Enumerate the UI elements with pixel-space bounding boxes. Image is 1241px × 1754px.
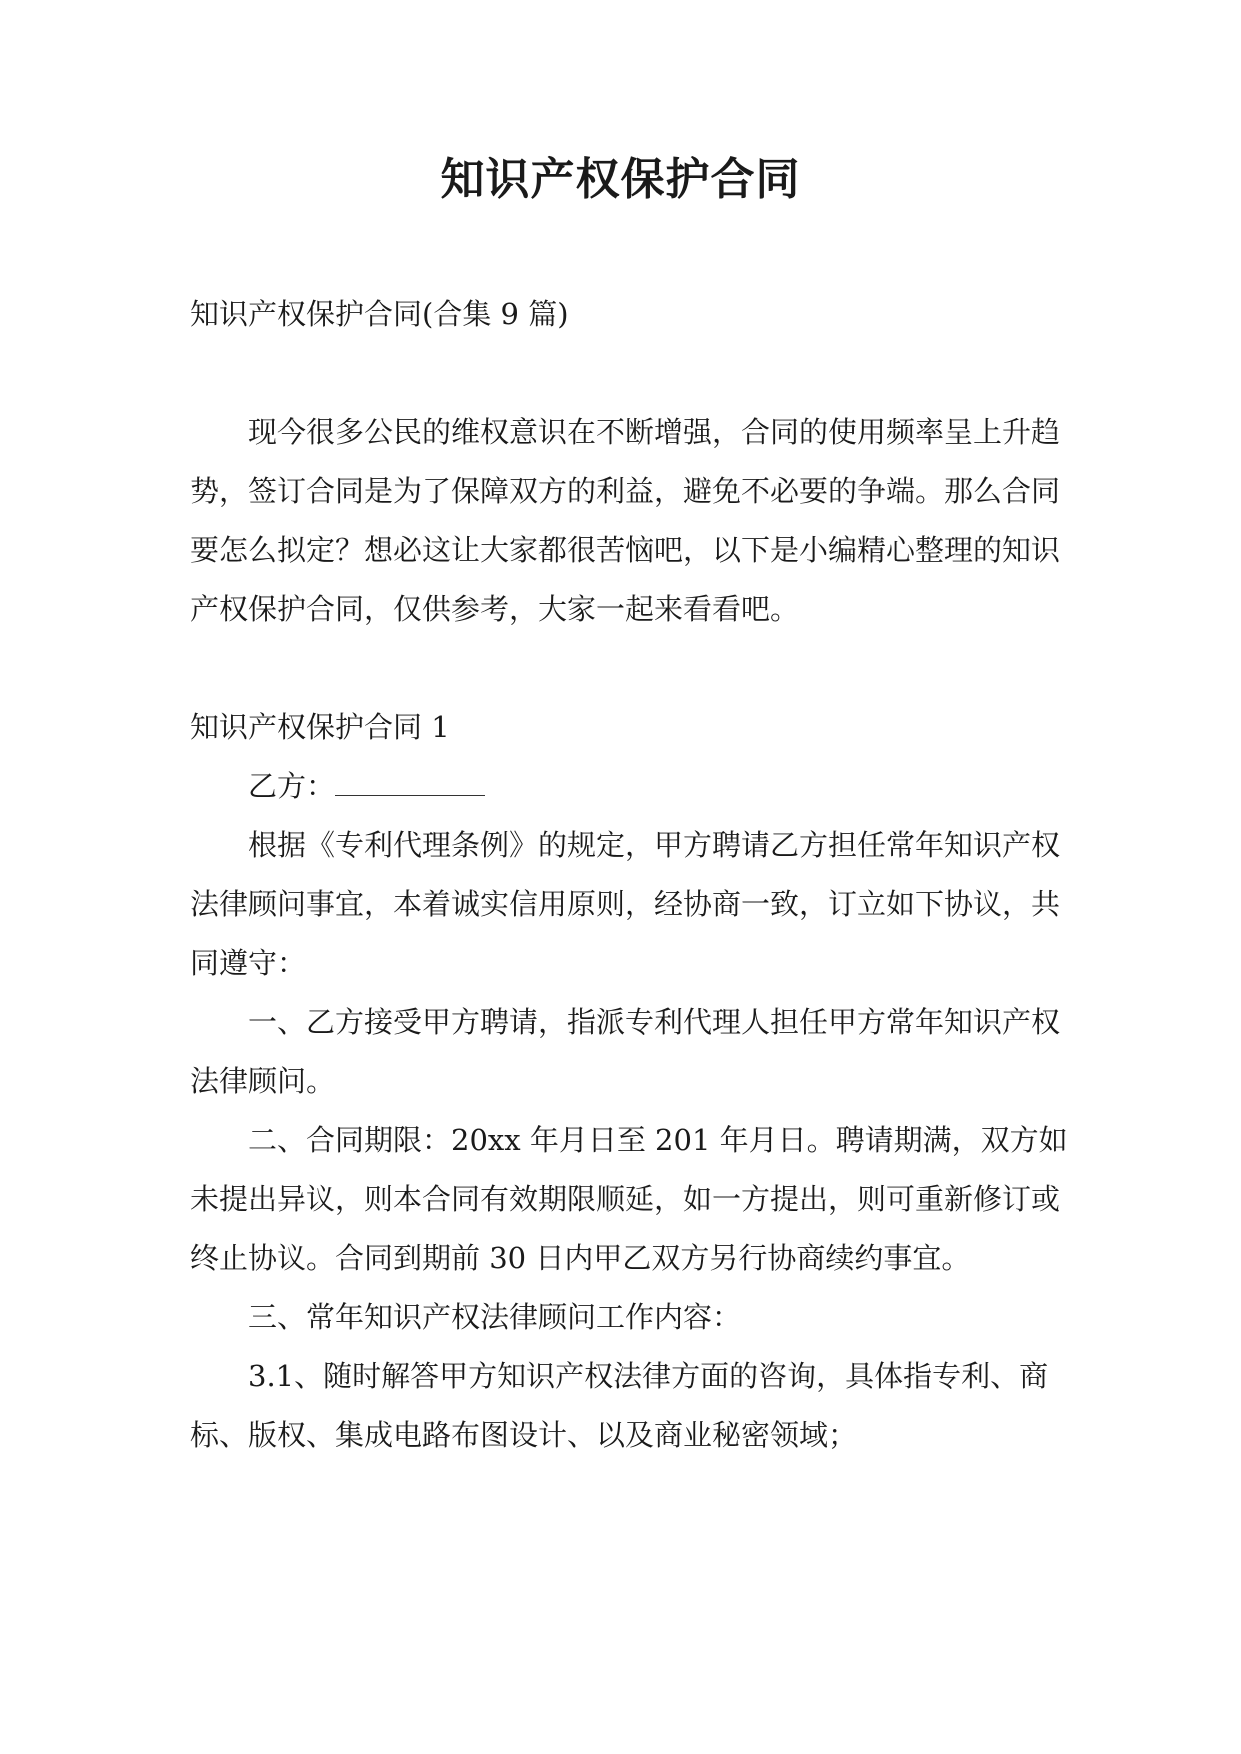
- section-heading: 知识产权保护合同 1: [190, 710, 450, 744]
- party-b-label: 乙方：: [248, 769, 336, 803]
- document-body: [190, 285, 1070, 1465]
- intro-paragraph: 现今很多公民的维权意识在不断增强，合同的使用频率呈上升趋势，签订合同是为了保障双方的利益，避免不必要的争端。那么合同要怎么拟定？想必这让大家都很苦恼吧，以下是小编精心整理的知识产权保护合同，仅供参考，大家一起来看看吧。: [190, 415, 1061, 626]
- party-b-line: [190, 757, 1070, 816]
- contract-paragraph: 根据《专利代理条例》的规定，甲方聘请乙方担任常年知识产权法律顾问事宜，本着诚实信用原则，经协商一致，订立如下协议，共同遵守：: [190, 828, 1061, 980]
- document-subtitle: 知识产权保护合同(合集 9 篇): [190, 297, 569, 331]
- document-title: 知识产权保护合同: [440, 154, 801, 205]
- contract-paragraph: 一、乙方接受甲方聘请，指派专利代理人担任甲方常年知识产权法律顾问。: [190, 1005, 1061, 1098]
- contract-paragraph: 二、合同期限：20xx 年月日至 201 年月日。聘请期满，双方如未提出异议，则本合同有效期限顺延，如一方提出，则可重新修订或终止协议。合同到期前 30 日内甲乙双方另行协商续约事宜。: [190, 1123, 1068, 1275]
- party-b-blank-line: [335, 773, 485, 796]
- contract-paragraph: 3.1、随时解答甲方知识产权法律方面的咨询，具体指专利、商标、版权、集成电路布图设计、以及商业秘密领域；: [190, 1359, 1049, 1452]
- contract-paragraph: 三、常年知识产权法律顾问工作内容：: [248, 1300, 742, 1334]
